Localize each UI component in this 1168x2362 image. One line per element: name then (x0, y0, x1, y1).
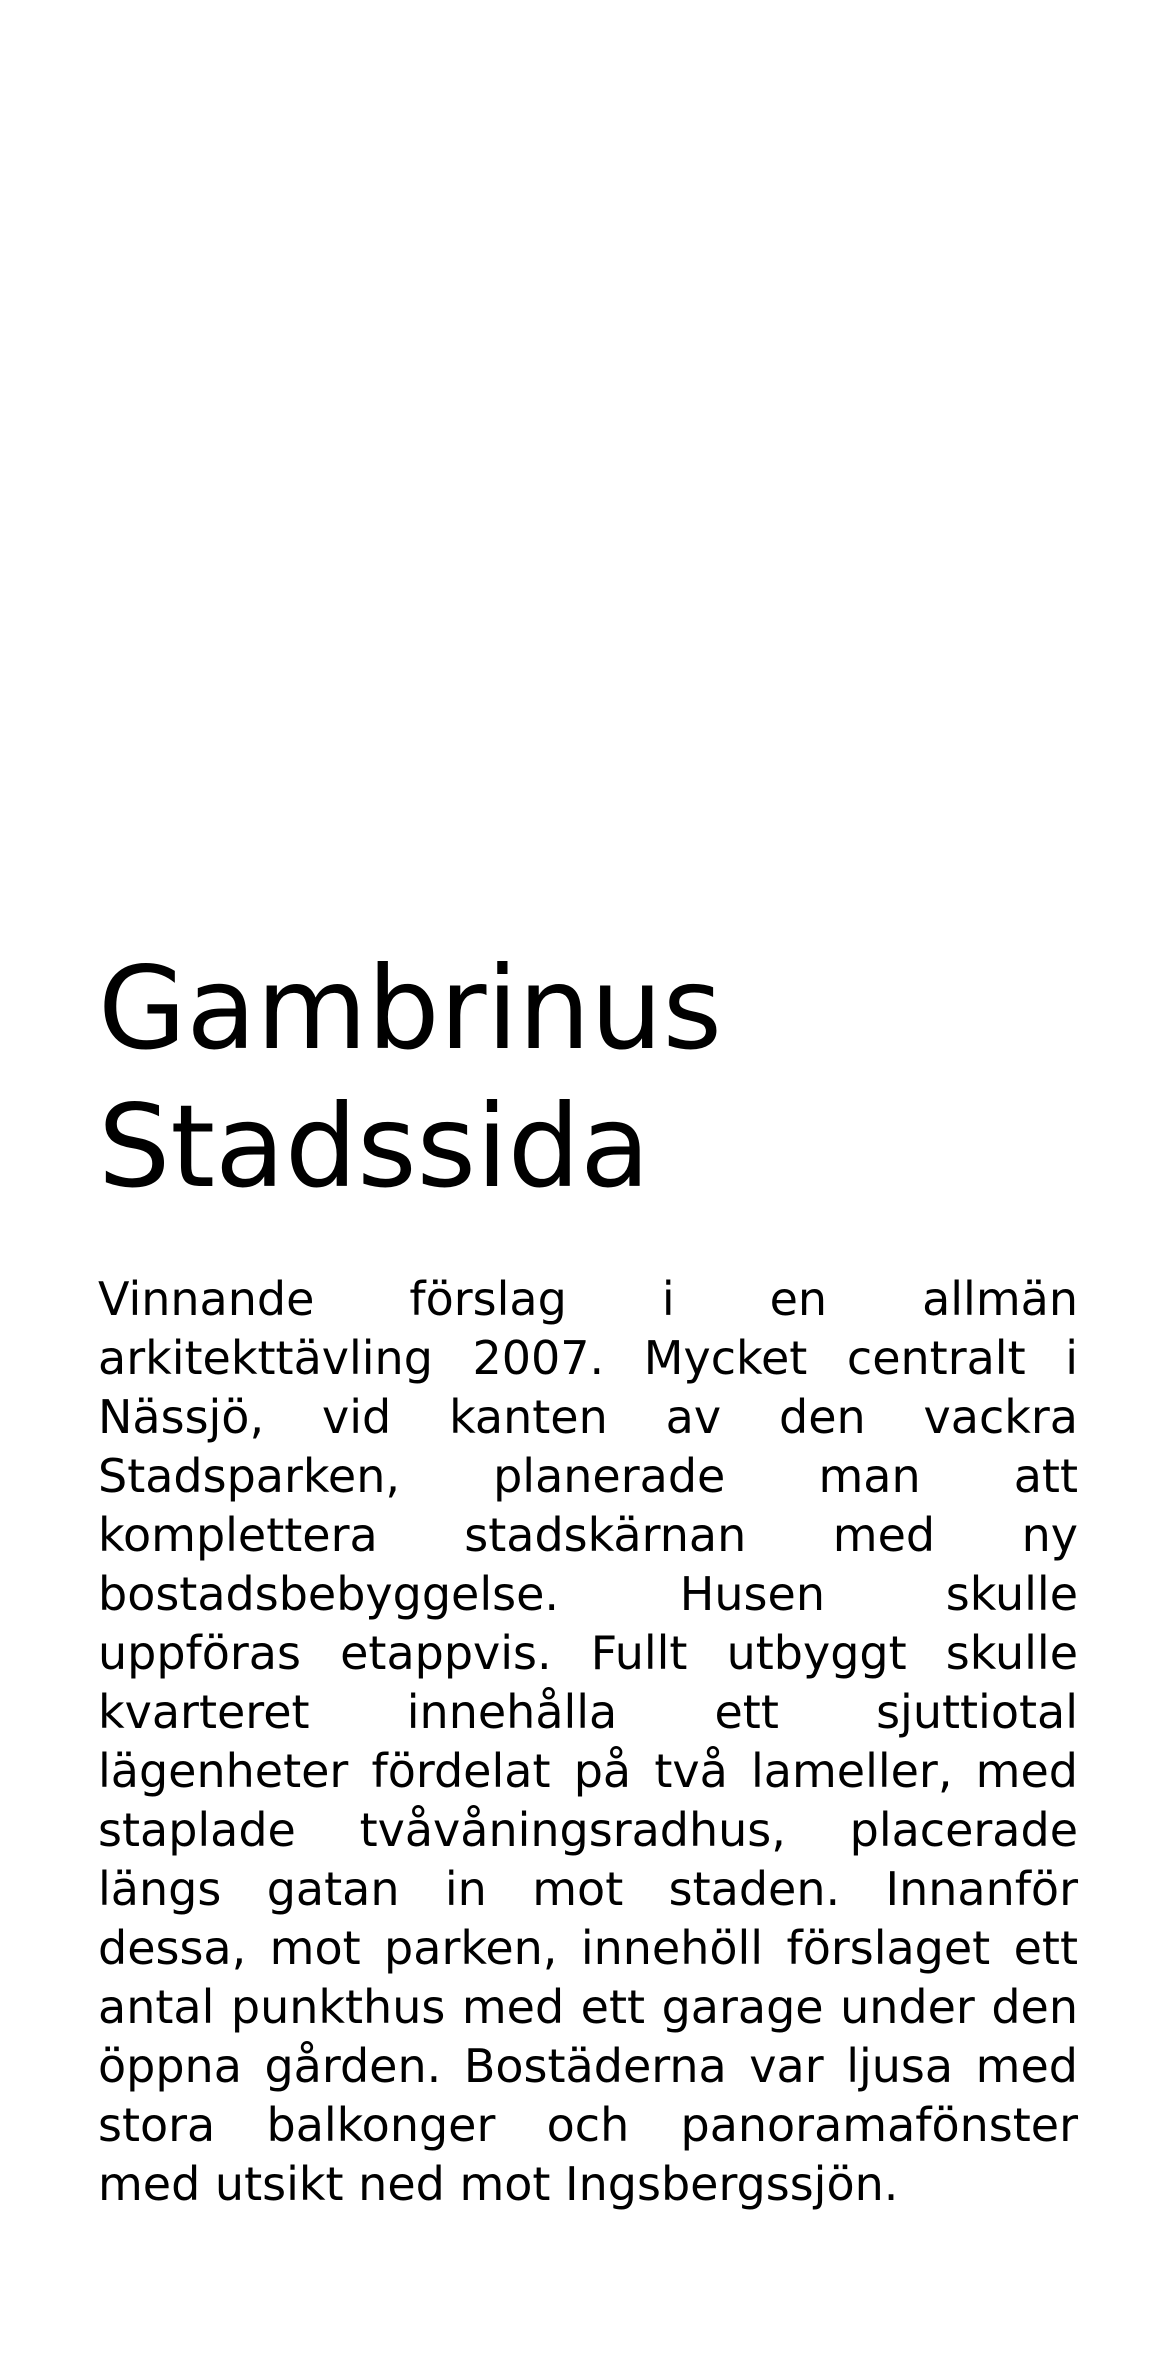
title-line-1: Gambrinus (98, 942, 723, 1075)
article-body: Vinnande förslag i en allmän arkitekttävling 2007. Mycket centralt i Nässjö, vid kanten av den vackra Stadsparken, planerade man att komplettera stadskärnan med ny bostadsbebyggelse. Husen skulle uppföras etappvis. Fullt utbyggt skulle kvarteret innehålla ett sjuttiotal lägenheter fördelat på två lameller, med staplade tvåvåningsradhus, placerade längs gatan in mot staden. Innanför dessa, mot parken, innehöll förslaget ett antal punkthus med ett garage under den öppna gården. Bostäderna var ljusa med stora balkonger och panoramafönster med utsikt ned mot Ingsbergssjön. (98, 1272, 1078, 2211)
article (98, 940, 1078, 2214)
page-title (98, 940, 1078, 1216)
title-line-2: Stadssida (98, 1080, 650, 1213)
